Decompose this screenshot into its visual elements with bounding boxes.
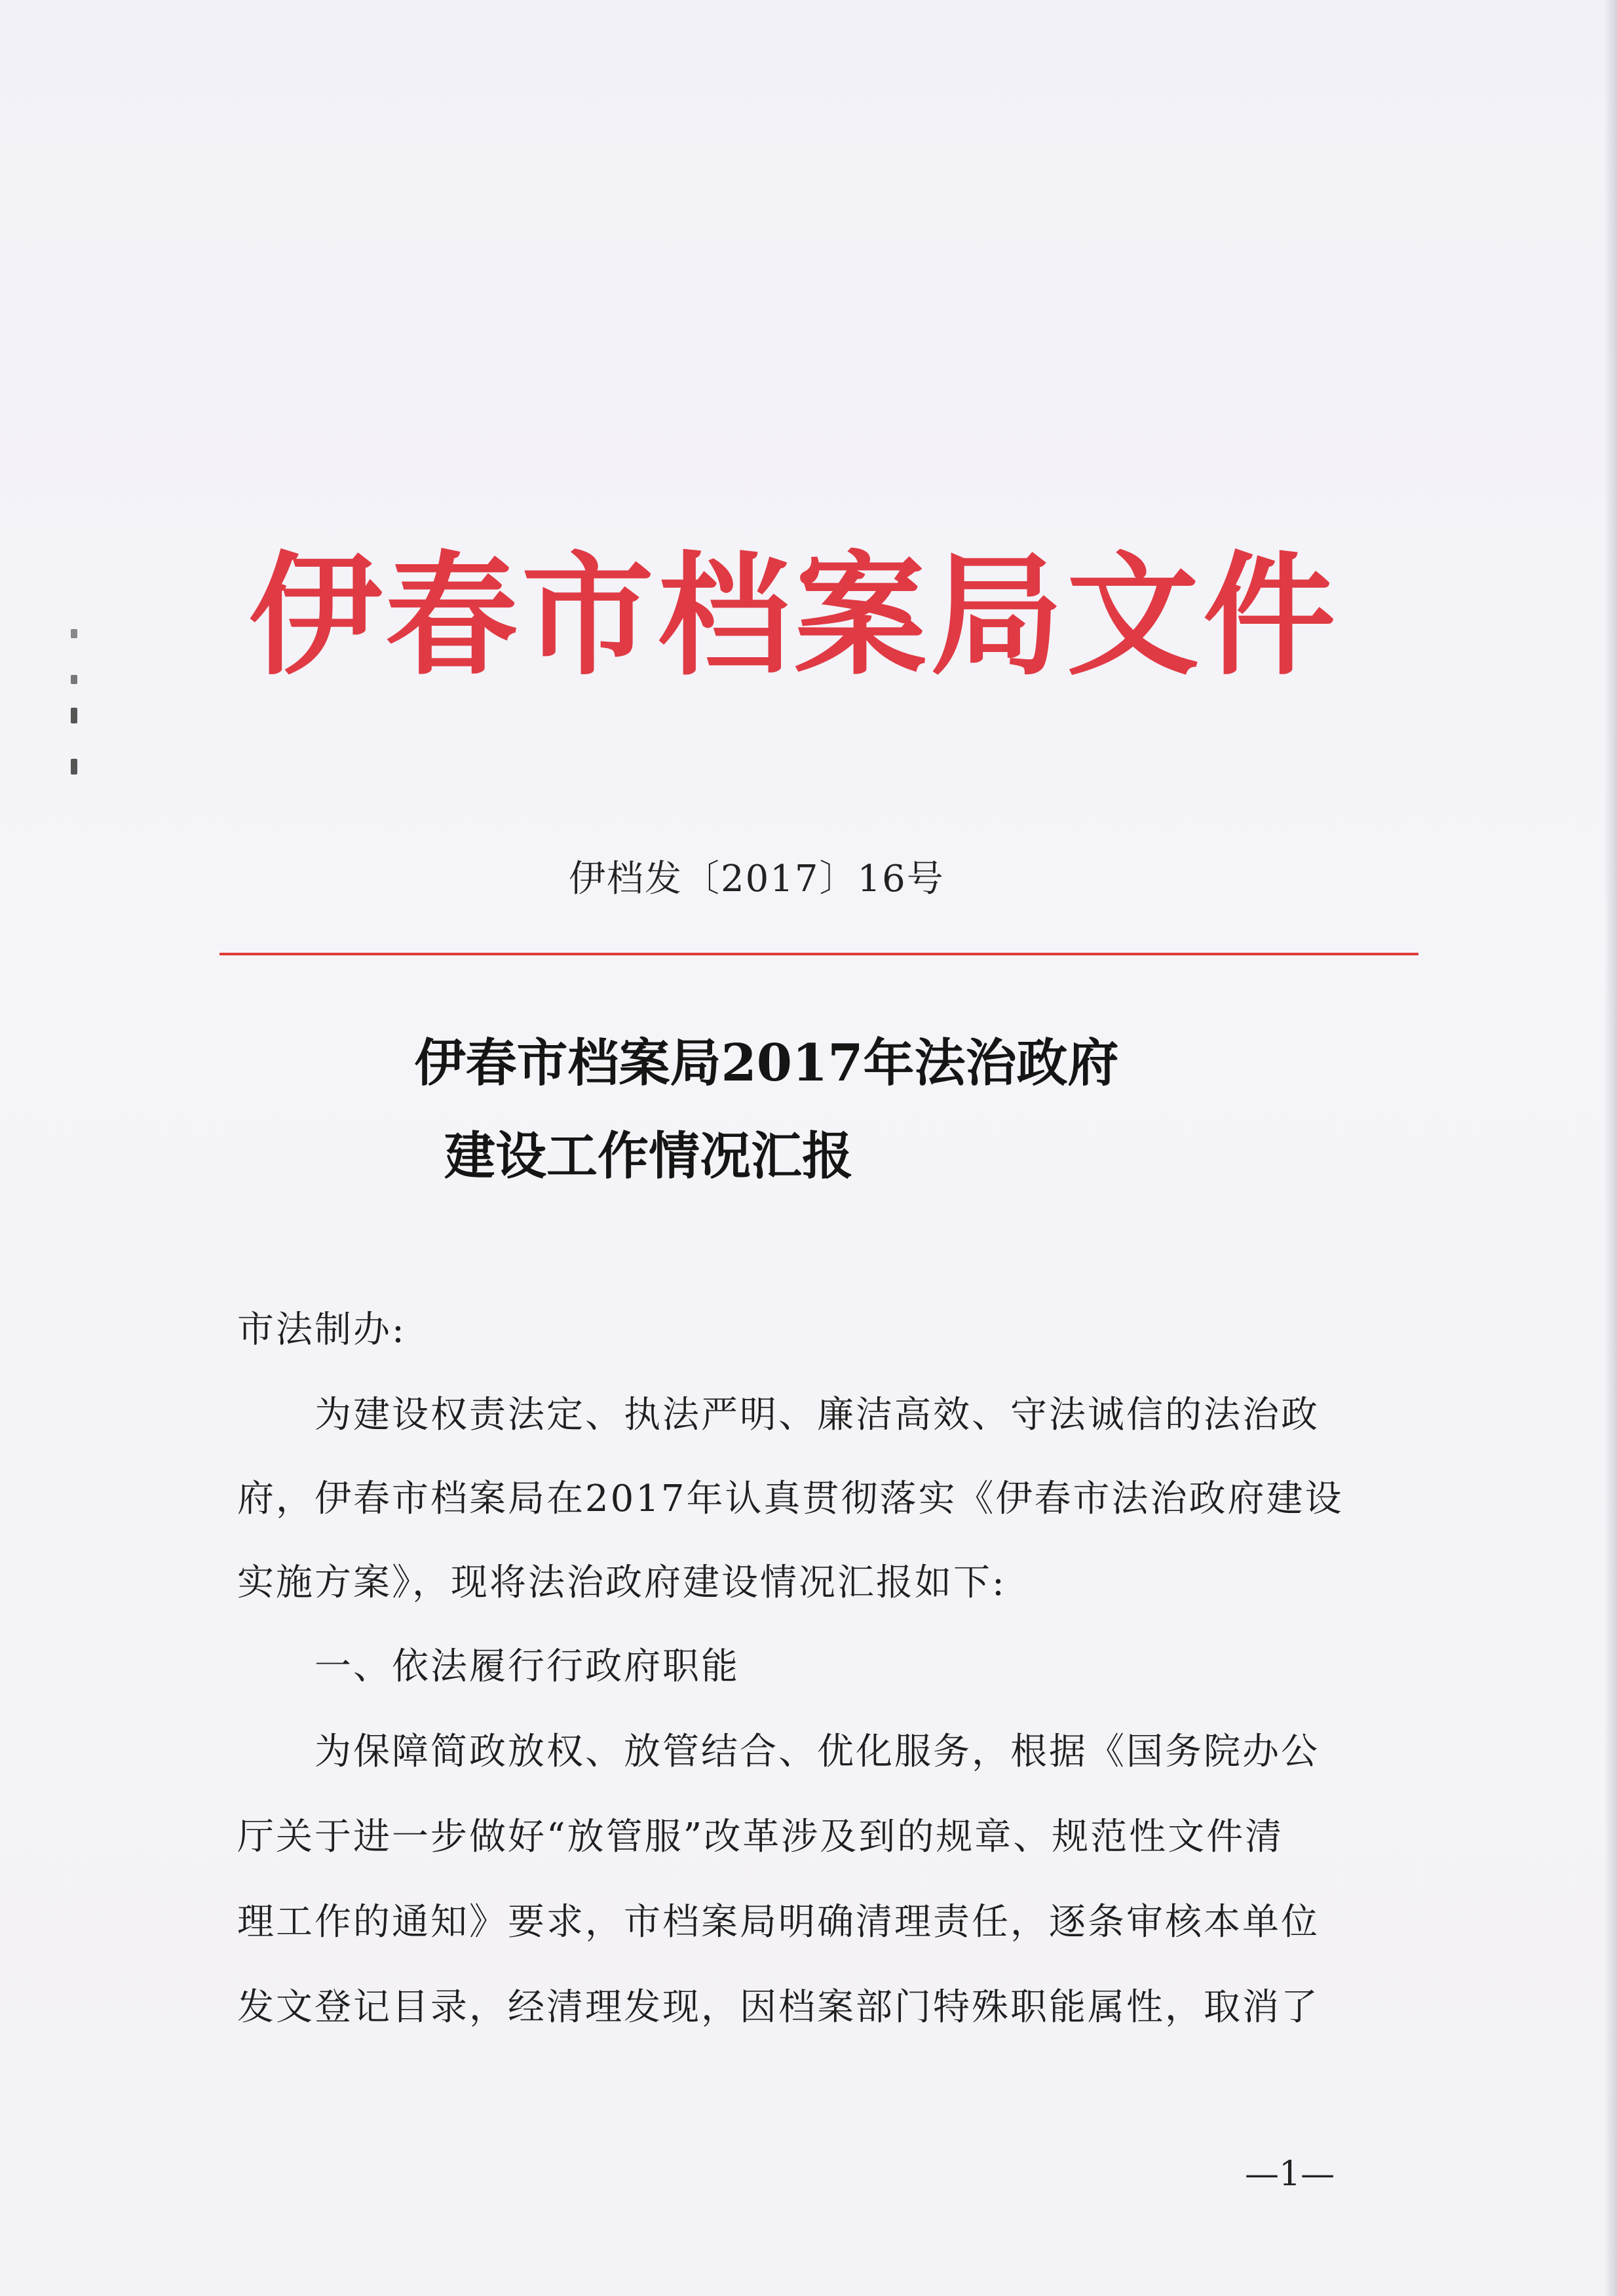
salutation: 市法制办: bbox=[237, 1309, 406, 1351]
body-line: 实施方案》，现将法治政府建设情况汇报如下: bbox=[237, 1561, 1006, 1604]
body-line: 理工作的通知》要求，市档案局明确清理责任，逐条审核本单位 bbox=[237, 1901, 1320, 1943]
body-line: 厅关于进一步做好“放管服”改革涉及到的规章、规范性文件清 bbox=[237, 1816, 1284, 1858]
document-title-line-2: 建设工作情况汇报 bbox=[444, 1126, 853, 1186]
binding-hole-mark bbox=[71, 759, 77, 775]
show-through-bleed bbox=[223, 131, 1533, 236]
binding-hole-mark bbox=[71, 629, 77, 638]
body-line: 发文登记目录，经清理发现，因档案部门特殊职能属性，取消了 bbox=[237, 1986, 1320, 2029]
binding-hole-mark bbox=[71, 708, 77, 723]
red-separator-rule bbox=[219, 953, 1418, 955]
issuer-header-title: 伊春市档案局文件 bbox=[249, 539, 1339, 693]
page-number: —1— bbox=[1245, 2154, 1335, 2194]
page-edge-shadow bbox=[1604, 0, 1617, 2296]
body-line: 为建设权责法定、执法严明、廉洁高效、守法诚信的法治政 bbox=[237, 1394, 1320, 1436]
section-heading: 一、依法履行行政府职能 bbox=[237, 1645, 740, 1688]
document-title-line-1: 伊春市档案局2017年法治政府 bbox=[414, 1033, 1119, 1093]
body-line: 府，伊春市档案局在2017年认真贯彻落实《伊春市法治政府建设 bbox=[237, 1478, 1344, 1520]
document-number: 伊档发〔2017〕16号 bbox=[569, 858, 945, 900]
body-line: 为保障简政放权、放管结合、优化服务，根据《国务院办公 bbox=[237, 1731, 1320, 1773]
binding-hole-mark bbox=[71, 675, 77, 684]
